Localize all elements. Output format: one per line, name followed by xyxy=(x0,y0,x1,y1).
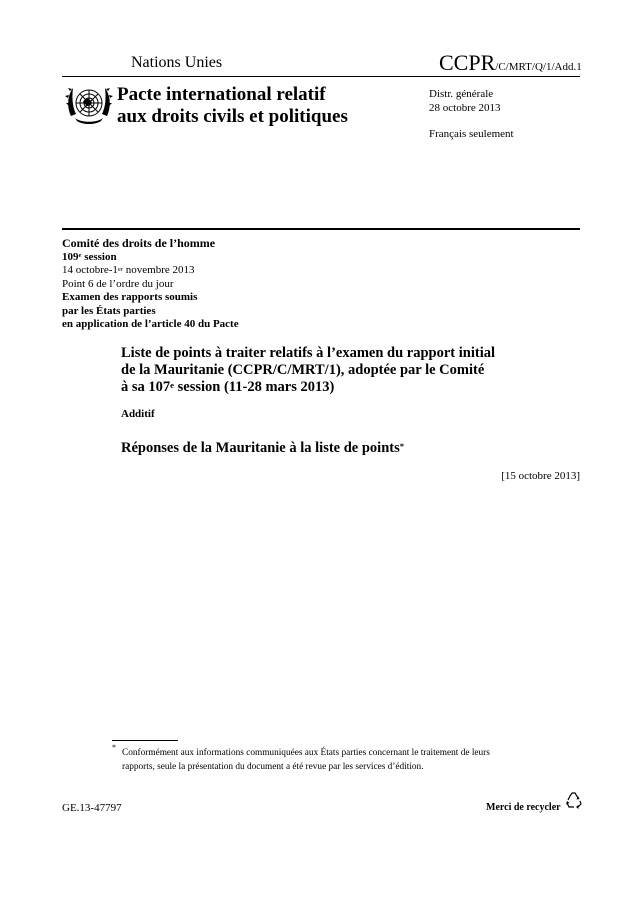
org-name: Nations Unies xyxy=(131,54,223,71)
additif-label: Additif xyxy=(121,408,155,420)
symbol-rest: /C/MRT/Q/1/Add.1 xyxy=(495,61,582,73)
covenant-title-line1: Pacte international relatif xyxy=(117,84,326,105)
document-symbol xyxy=(439,50,582,76)
footnote-text: Conformément aux informations communiquées aux États parties concernant le traitement de leurs rapports, seule la présentation du document a été revue par les services d’édition. xyxy=(122,748,490,772)
main-title-line3: à sa 107e session (11-28 mars 2013) xyxy=(121,379,335,395)
agenda-item: Point 6 de l’ordre du jour xyxy=(62,277,174,290)
exam-line3: en application de l’article 40 du Pacte xyxy=(62,318,239,330)
session-dates: 14 octobre-1er novembre 2013 xyxy=(62,264,195,276)
doc-number: GE.13-47797 xyxy=(62,802,122,814)
main-title-line1: Liste de points à traiter relatifs à l’examen du rapport initial xyxy=(121,345,496,361)
header-top-rule xyxy=(62,76,580,77)
received-date: [15 octobre 2013] xyxy=(501,470,580,482)
distribution-date: 28 octobre 2013 xyxy=(429,102,501,114)
committee-block xyxy=(62,237,239,332)
language-note: Français seulement xyxy=(429,128,514,140)
covenant-title-line2: aux droits civils et politiques xyxy=(117,106,348,127)
exam-line2: par les États parties xyxy=(62,304,156,317)
committee-name: Comité des droits de l’homme xyxy=(62,236,216,250)
un-emblem-icon xyxy=(63,82,115,128)
footnote-rule xyxy=(112,740,178,741)
symbol-main: CCPR xyxy=(439,50,496,75)
distribution: Distr. générale xyxy=(429,88,494,100)
footnote-mark: * xyxy=(112,743,116,752)
recycle-icon xyxy=(564,790,584,810)
session-line: 109e session xyxy=(62,250,117,263)
responses-heading: Réponses de la Mauritanie à la liste de points* xyxy=(121,440,405,456)
main-title xyxy=(121,345,495,396)
exam-line1: Examen des rapports soumis xyxy=(62,291,198,303)
header-bottom-rule xyxy=(62,228,580,230)
main-title-line2: de la Mauritanie (CCPR/C/MRT/1), adoptée par le Comité xyxy=(121,362,485,378)
recycle-text: Merci de recycler xyxy=(486,802,561,813)
